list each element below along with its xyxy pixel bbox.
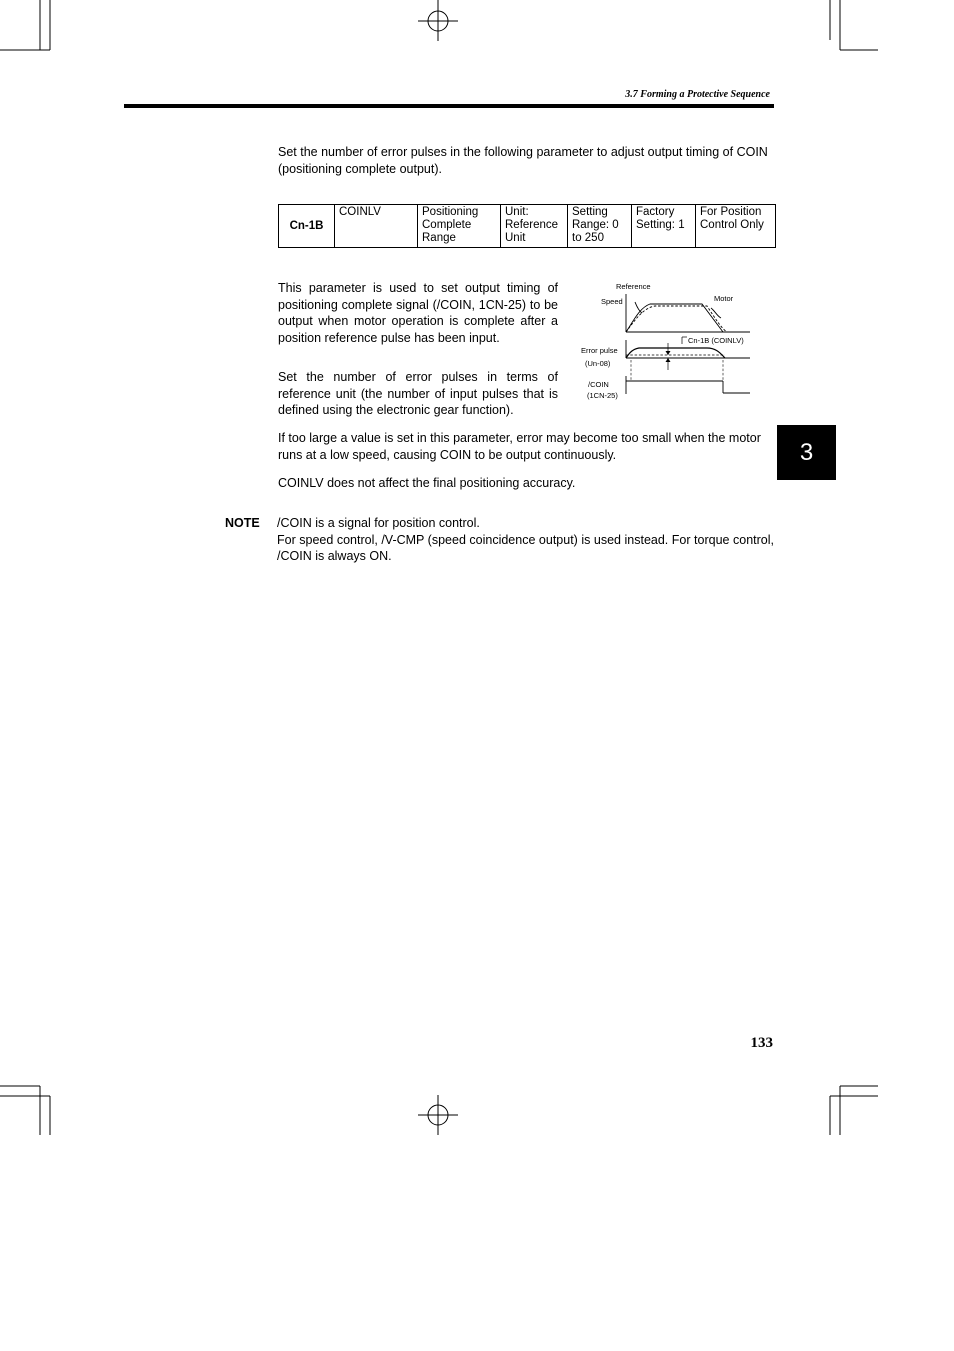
header-rule	[124, 104, 774, 108]
param-name-cell: Positioning Complete Range	[418, 205, 501, 248]
timing-diagram	[575, 278, 755, 406]
chapter-tab: 3	[777, 425, 836, 480]
reference-label: Reference	[616, 282, 651, 291]
param-code-cell: Cn-1B	[279, 205, 335, 248]
coin-pin-label: (1CN-25)	[587, 391, 618, 400]
param-range-cell: Setting Range: 0 to 250	[568, 205, 632, 248]
speed-label: Speed	[601, 297, 623, 306]
un08-label: (Un-08)	[585, 359, 611, 368]
note-text	[277, 515, 774, 565]
coin-waveform	[626, 360, 750, 394]
note-label: NOTE	[225, 516, 260, 530]
note-line: For speed control, /V-CMP (speed coincidence output) is used instead. For torque control, /COIN is always ON.	[277, 532, 774, 563]
error-pulse-label: Error pulse	[581, 346, 618, 355]
paragraph: If too large a value is set in this parameter, error may become too small when the motor runs at a low speed, causing COIN to be output continuously.	[278, 431, 761, 462]
coin-label: /COIN	[588, 380, 609, 389]
param-default-cell: Factory Setting: 1	[632, 205, 696, 248]
intro-paragraph: Set the number of error pulses in the following parameter to adjust output timing of COIN (positioning complete output).	[278, 145, 768, 176]
paragraph: This parameter is used to set output timing of positioning complete signal (/COIN, 1CN-25) to be output when motor operation is complete after a position reference pulse has been input.	[278, 281, 558, 345]
param-symbol-cell: COINLV	[335, 205, 418, 248]
note-line: /COIN is a signal for position control.	[277, 516, 480, 530]
running-header: 3.7 Forming a Protective Sequence	[625, 89, 770, 100]
paragraph: Set the number of error pulses in terms of reference unit (the number of input pulses that is defined using the electronic gear function).	[278, 370, 558, 417]
page-number: 133	[750, 1035, 773, 1051]
param-unit-cell: Unit: Reference Unit	[501, 205, 568, 248]
motor-label: Motor	[714, 294, 734, 303]
cn1b-label: Cn-1B (COINLV)	[688, 336, 744, 345]
table-row	[279, 205, 776, 248]
parameter-table	[278, 204, 776, 248]
param-scope-cell: For Position Control Only	[696, 205, 776, 248]
cn1b-callout	[682, 336, 744, 345]
paragraph: COINLV does not affect the final positioning accuracy.	[278, 476, 576, 490]
